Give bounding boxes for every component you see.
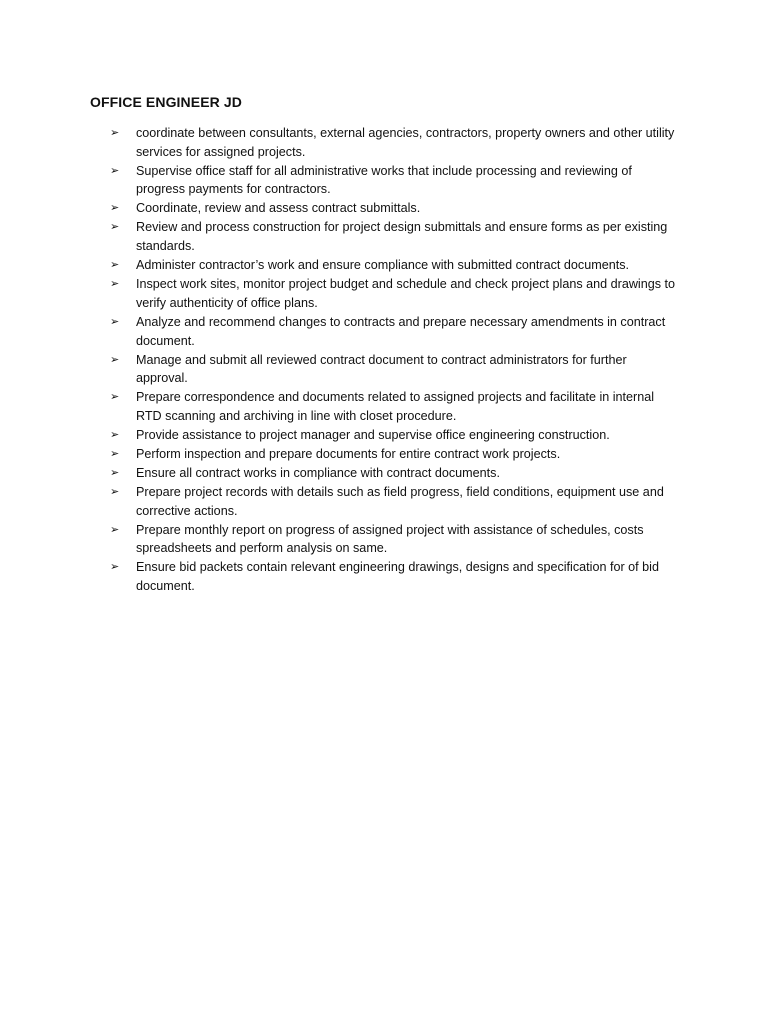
list-item-text: Prepare project records with details such as field progress, field conditions, equipment use and corrective actions. [136, 484, 664, 518]
list-item [110, 558, 680, 595]
list-item [110, 162, 680, 199]
list-item [110, 445, 680, 464]
list-item-text: Provide assistance to project manager and supervise office engineering construction. [136, 427, 610, 442]
arrowhead-bullet-icon: ➢ [110, 220, 120, 234]
list-item [110, 483, 680, 520]
list-item [110, 256, 680, 275]
list-item [110, 313, 680, 350]
list-item [110, 199, 680, 218]
arrowhead-bullet-icon: ➢ [110, 201, 120, 215]
list-item-text: Administer contractor’s work and ensure compliance with submitted contract documents. [136, 258, 630, 273]
list-item-text: Prepare correspondence and documents related to assigned projects and facilitate in internal RTD scanning and archiving in line with closet procedure. [136, 390, 655, 423]
list-item-text: Coordinate, review and assess contract submittals. [136, 201, 421, 216]
list-item-text: Analyze and recommend changes to contracts and prepare necessary amendments in contract document. [136, 314, 666, 348]
arrowhead-bullet-icon: ➢ [110, 484, 120, 498]
arrowhead-bullet-icon: ➢ [110, 390, 120, 404]
arrowhead-bullet-icon: ➢ [110, 126, 120, 139]
list-item [110, 218, 680, 255]
arrowhead-bullet-icon: ➢ [110, 163, 120, 177]
list-item-text: Ensure bid packets contain relevant engineering drawings, designs and specification for of bid document. [136, 560, 659, 594]
list-item-text: Ensure all contract works in compliance with contract documents. [136, 465, 500, 480]
page-title: OFFICE ENGINEER JD [90, 94, 242, 110]
arrowhead-bullet-icon: ➢ [110, 465, 120, 479]
arrowhead-bullet-icon: ➢ [110, 277, 120, 291]
list-item-text: Inspect work sites, monitor project budget and schedule and check project plans and drawings to verify authenticity of office plans. [136, 277, 676, 310]
list-item [110, 275, 680, 312]
arrowhead-bullet-icon: ➢ [110, 446, 120, 460]
arrowhead-bullet-icon: ➢ [110, 427, 120, 441]
list-item [110, 124, 680, 161]
bullet-list [110, 124, 680, 596]
arrowhead-bullet-icon: ➢ [110, 314, 120, 328]
list-item [110, 521, 680, 558]
arrowhead-bullet-icon: ➢ [110, 258, 120, 272]
list-item-text: Perform inspection and prepare documents for entire contract work projects. [136, 446, 561, 461]
list-item [110, 388, 680, 425]
list-item [110, 464, 680, 483]
list-item-text: Prepare monthly report on progress of assigned project with assistance of schedules, costs spreadsheets and perform analysis on same. [136, 522, 644, 556]
arrowhead-bullet-icon: ➢ [110, 352, 120, 366]
list-item [110, 351, 680, 388]
list-item [110, 426, 680, 445]
arrowhead-bullet-icon: ➢ [110, 522, 120, 536]
list-item-text: Review and process construction for project design submittals and ensure forms as per existing standards. [136, 220, 668, 254]
list-item-text: Supervise office staff for all administrative works that include processing and reviewing of progress payments for contractors. [136, 163, 632, 197]
arrowhead-bullet-icon: ➢ [110, 560, 120, 574]
list-item-text: Manage and submit all reviewed contract document to contract administrators for further approval. [136, 352, 627, 386]
list-item-text: coordinate between consultants, external agencies, contractors, property owners and other utility services for assigned projects. [136, 126, 675, 159]
